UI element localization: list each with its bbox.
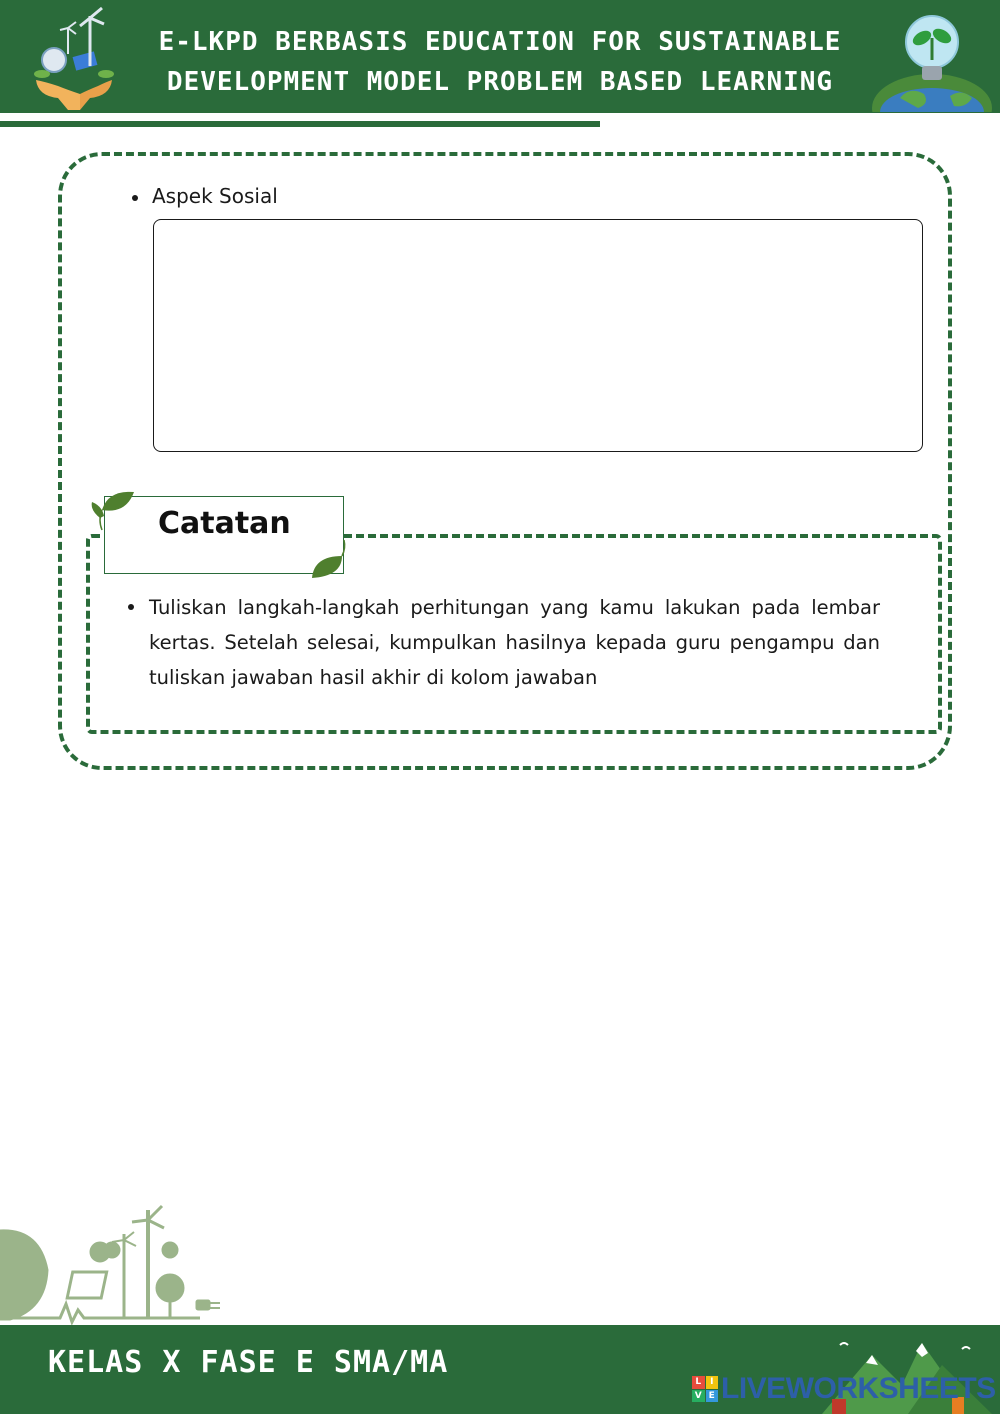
note-bullet [128,590,880,695]
brand-text: LIVEWORKSHEETS [721,1372,996,1405]
title-line-1: E-LKPD BERBASIS EDUCATION FOR SUSTAINABLE [158,27,842,57]
title-line-2: DEVELOPMENT MODEL PROBLEM BASED LEARNING [166,67,834,97]
footer-class-label: KELAS X FASE E SMA/MA [48,1345,449,1380]
lightbulb-globe-icon [870,8,994,112]
leaf-icon [88,488,136,532]
liveworksheets-brand[interactable] [692,1374,996,1404]
bullet-dot [128,604,134,610]
liveworksheets-logo-icon: L I V E [692,1376,718,1402]
bullet-dot [132,195,138,201]
leaf-icon [306,538,350,582]
note-title: Catatan [158,506,291,541]
aspect-label-text: Aspek Sosial [152,184,278,208]
sustainability-hands-icon [28,6,120,110]
header-underline [0,121,600,127]
note-text: Tuliskan langkah-langkah perhitungan yang kamu lakukan pada lembar kertas. Setelah selesai, kumpulkan hasilnya kepada guru pengampu dan tuliskan jawaban hasil akhir di kolom jawaban [149,596,880,689]
answer-textbox[interactable] [153,219,923,452]
aspect-label [132,184,278,208]
green-energy-landscape-icon [0,1200,225,1325]
page-title [120,22,880,102]
